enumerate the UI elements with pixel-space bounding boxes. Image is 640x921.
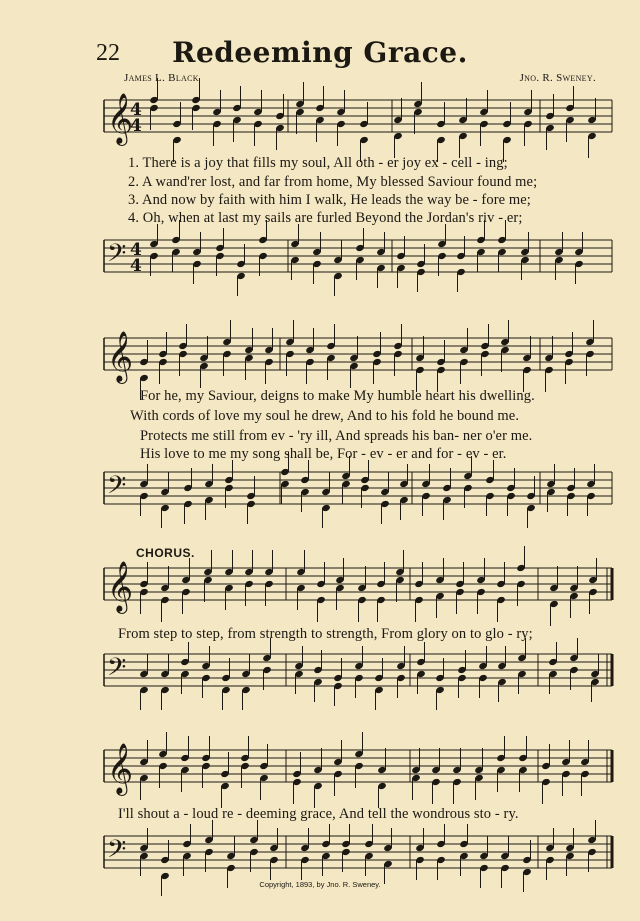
chorus-line-1: From step to step, from strength to strength, From glory on to glo - ry; [118,626,533,642]
verse-4-line-2: His love to me my song shall be, For - ev - er and for - ev - er. [140,446,507,462]
hymn-title: Redeeming Grace. [172,36,468,69]
time-signature-top: 4 [130,100,142,120]
bass-clef-icon: 𝄢 [107,653,127,688]
page-number: 22 [96,40,120,66]
lyricist-credit: James L. Black [124,72,199,84]
verse-2-line-1: 2. A wand'rer lost, and far from home, My blessed Saviour found me; [128,174,538,190]
treble-clef-icon: 𝄞 [107,743,134,794]
verse-4-line-1: 4. Oh, when at last my sails are furled Beyond the Jordan's riv - er; [128,210,523,226]
bass-clef-icon: 𝄢 [107,835,127,870]
treble-clef-icon: 𝄞 [107,93,134,144]
verse-1-line-2: For he, my Saviour, deigns to make My humble heart his dwelling. [140,388,535,404]
treble-clef-icon: 𝄞 [107,561,134,612]
time-signature-bottom: 4 [130,256,142,276]
bass-clef-icon: 𝄢 [107,471,127,506]
verse-3-line-1: 3. And now by faith with him I walk, He leads the way be - fore me; [128,192,531,208]
verse-1-line-1: 1. There is a joy that fills my soul, All oth - er joy ex - cell - ing; [128,155,508,171]
copyright-notice: Copyright, 1893, by Jno. R. Sweney. [259,880,381,889]
treble-clef-icon: 𝄞 [107,331,134,382]
chorus-line-2: I'll shout a - loud re - deeming grace, And tell the wondrous sto - ry. [118,806,519,822]
verse-3-line-2: Protects me still from ev - 'ry ill, And spreads his ban- ner o'er me. [140,428,533,444]
composer-credit: Jno. R. Sweney. [519,72,596,84]
bass-clef-icon: 𝄢 [107,239,127,274]
time-signature-top: 4 [130,240,142,260]
time-signature-bottom: 4 [130,116,142,136]
chorus-label: CHORUS. [136,546,195,560]
verse-2-line-2: With cords of love my soul he drew, And to his fold he bound me. [130,408,520,424]
